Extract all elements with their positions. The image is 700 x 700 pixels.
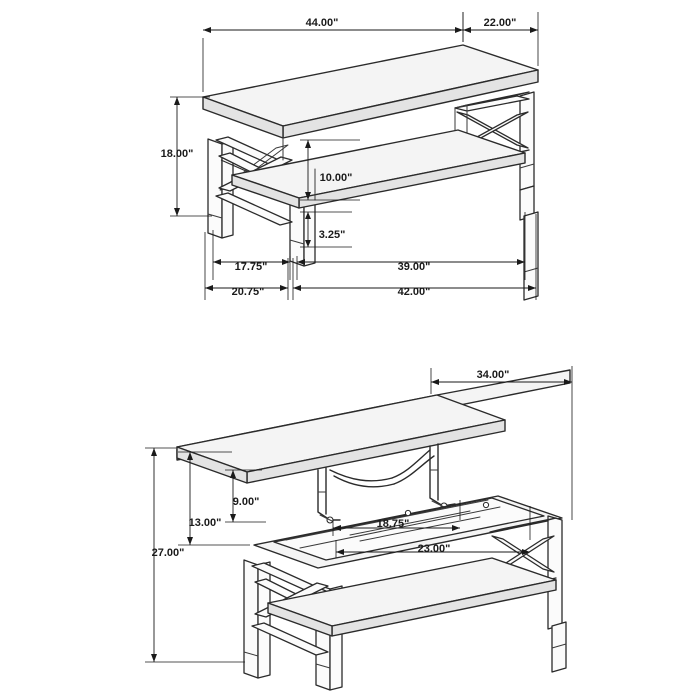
dimension-label-13: 13.00" [188,517,222,529]
dimension-label-10: 10.00" [319,172,353,184]
dimension-label-22: 22.00" [483,17,517,29]
dimension-label-325: 3.25" [318,229,346,241]
dimension-label-27: 27.00" [151,547,185,559]
dimension-label-9: 9.00" [232,496,260,508]
dimension-label-34: 34.00" [476,369,510,381]
dimension-label-23: 23.00" [417,543,451,555]
lift-top-open-illustration [145,366,572,690]
closed-table-illustration [161,12,538,300]
dimension-label-42: 42.00" [397,286,431,298]
leg-back-right [520,92,534,190]
dimension-label-39: 39.00" [397,261,431,273]
dimension-label-44: 44.00" [305,17,339,29]
open-leg-back-right [548,516,562,629]
dimension-label-1775: 17.75" [234,261,268,273]
dimension-label-2075: 20.75" [231,286,265,298]
open-leg-front-left [244,560,258,678]
dimension-label-18: 18.00" [160,148,194,160]
open-leg-tip-detail [244,644,566,668]
dimension-label-1875: 18.75" [376,518,410,530]
